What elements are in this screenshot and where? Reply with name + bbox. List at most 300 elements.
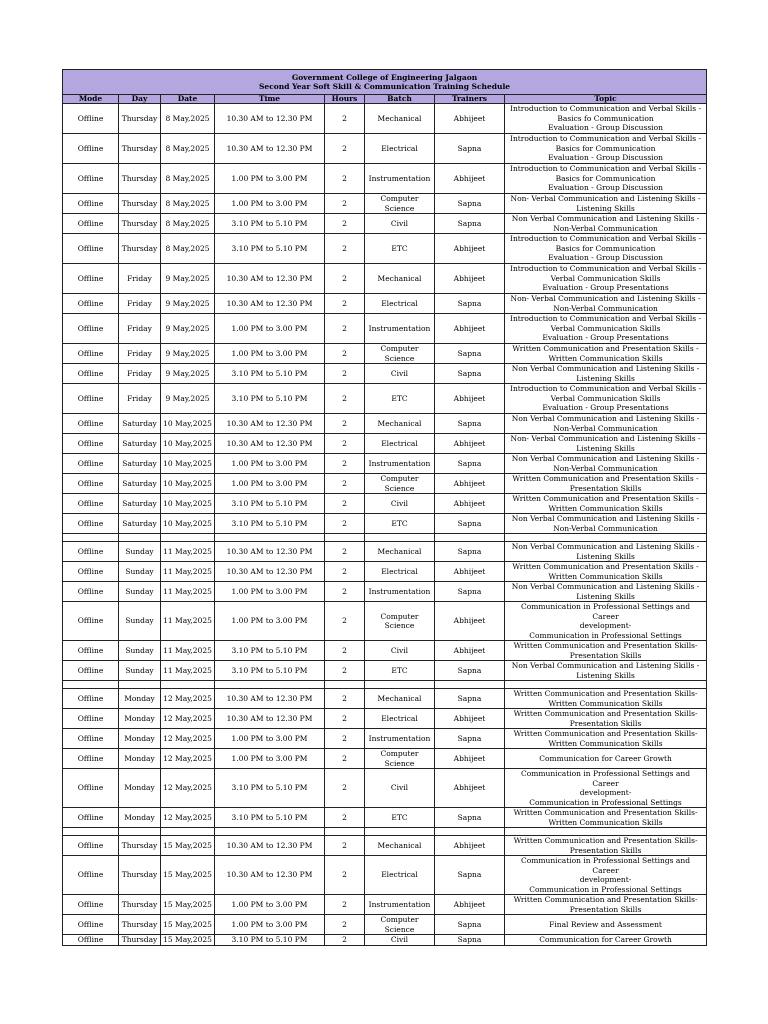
date-cell: 15 May,2025 [161, 895, 215, 915]
batch-cell: Computer Science [365, 344, 435, 364]
hours-cell: 2 [325, 164, 365, 194]
topic-line: Communication in Professional Settings [529, 797, 682, 807]
topic-line: Verbal Communication Skills [550, 323, 661, 333]
topic-line: Non-Verbal Communication [553, 223, 658, 233]
date-cell: 15 May,2025 [161, 856, 215, 895]
batch-cell: Instrumentation [365, 729, 435, 749]
topic-line: Final Review and Assessment [549, 919, 662, 929]
day-cell: Thursday [119, 856, 161, 895]
mode-cell: Offline [63, 414, 119, 434]
mode-cell: Offline [63, 514, 119, 534]
trainer-cell: Sapna [435, 582, 505, 602]
day-cell: Thursday [119, 214, 161, 234]
topic-line: Introduction to Communication and Verbal Skills - [509, 264, 702, 274]
topic-line: Non Verbal Communication and Listening Skills - [511, 214, 700, 223]
date-cell: 9 May,2025 [161, 364, 215, 384]
topic-cell [505, 769, 707, 808]
batch-cell: Electrical [365, 856, 435, 895]
schedule-title [63, 70, 707, 95]
hours-cell: 2 [325, 474, 365, 494]
batch-cell: Computer Science [365, 194, 435, 214]
trainer-cell: Abhijeet [435, 769, 505, 808]
time-cell: 1.00 PM to 3.00 PM [215, 582, 325, 602]
table-row [63, 542, 707, 562]
table-row [63, 582, 707, 602]
hours-cell: 2 [325, 935, 365, 946]
topic-line: Written Communication and Presentation Skills - [512, 494, 699, 503]
spacer-cell [119, 828, 161, 836]
batch-cell: Mechanical [365, 836, 435, 856]
batch-cell: ETC [365, 234, 435, 264]
hours-cell: 2 [325, 689, 365, 709]
topic-cell [505, 494, 707, 514]
hours-cell: 2 [325, 384, 365, 414]
topic-line: Listening Skills [576, 203, 635, 213]
topic-line: Basics fo Communication [557, 113, 654, 123]
topic-line: Written Communication and Presentation Skills- [513, 729, 698, 738]
day-cell: Saturday [119, 474, 161, 494]
day-cell: Thursday [119, 164, 161, 194]
topic-cell [505, 582, 707, 602]
batch-cell: Civil [365, 214, 435, 234]
schedule-table [62, 69, 707, 946]
time-cell: 10.30 AM to 12.30 PM [215, 104, 325, 134]
trainer-cell: Sapna [435, 729, 505, 749]
date-cell: 9 May,2025 [161, 384, 215, 414]
topic-line: Evaluation - Group Discussion [548, 253, 663, 263]
topic-cell [505, 164, 707, 194]
hours-cell: 2 [325, 661, 365, 681]
topic-cell [505, 749, 707, 769]
topic-line: Introduction to Communication and Verbal Skills - [509, 164, 702, 174]
batch-cell: Mechanical [365, 264, 435, 294]
table-row [63, 314, 707, 344]
column-header-time: Time [215, 95, 325, 104]
day-cell: Thursday [119, 836, 161, 856]
hours-cell: 2 [325, 514, 365, 534]
hours-cell: 2 [325, 214, 365, 234]
topic-line: Communication in Professional Settings and Career [521, 856, 691, 875]
mode-cell: Offline [63, 234, 119, 264]
table-row [63, 689, 707, 709]
day-cell: Sunday [119, 641, 161, 661]
date-cell: 11 May,2025 [161, 562, 215, 582]
time-cell: 1.00 PM to 3.00 PM [215, 602, 325, 641]
day-cell: Monday [119, 808, 161, 828]
column-header-mode: Mode [63, 95, 119, 104]
mode-cell: Offline [63, 264, 119, 294]
table-row [63, 729, 707, 749]
spacer-cell [435, 681, 505, 689]
topic-line: Non-Verbal Communication [553, 463, 658, 473]
mode-cell: Offline [63, 749, 119, 769]
table-row [63, 474, 707, 494]
table-row [63, 294, 707, 314]
time-cell: 10.30 AM to 12.30 PM [215, 264, 325, 294]
topic-line: Basics for Communication [555, 143, 656, 153]
hours-cell: 2 [325, 641, 365, 661]
spacer-cell [215, 681, 325, 689]
topic-cell [505, 434, 707, 454]
date-cell: 8 May,2025 [161, 164, 215, 194]
trainer-cell: Sapna [435, 808, 505, 828]
spacer-cell [161, 828, 215, 836]
table-row [63, 384, 707, 414]
time-cell: 10.30 AM to 12.30 PM [215, 414, 325, 434]
topic-line: Written Communication Skills [548, 738, 663, 748]
topic-line: Written Communication and Presentation Skills- [513, 689, 698, 698]
topic-line: Introduction to Communication and Verbal Skills - [509, 234, 702, 244]
hours-cell: 2 [325, 915, 365, 935]
day-cell: Sunday [119, 661, 161, 681]
day-cell: Friday [119, 384, 161, 414]
spacer-cell [63, 828, 119, 836]
topic-line: Communication in Professional Settings and Career [521, 602, 691, 621]
spacer-cell [435, 828, 505, 836]
date-cell: 10 May,2025 [161, 494, 215, 514]
hours-cell: 2 [325, 134, 365, 164]
mode-cell: Offline [63, 474, 119, 494]
day-cell: Saturday [119, 494, 161, 514]
mode-cell: Offline [63, 729, 119, 749]
table-row [63, 164, 707, 194]
mode-cell: Offline [63, 214, 119, 234]
topic-line: Evaluation - Group Discussion [548, 183, 663, 193]
topic-cell [505, 895, 707, 915]
topic-line: Communication for Career Growth [539, 753, 672, 763]
topic-line: Non-Verbal Communication [553, 423, 658, 433]
date-cell: 10 May,2025 [161, 514, 215, 534]
topic-cell [505, 454, 707, 474]
batch-cell: Electrical [365, 709, 435, 729]
topic-line: Listening Skills [576, 373, 635, 383]
trainer-cell: Abhijeet [435, 474, 505, 494]
spacer-cell [365, 681, 435, 689]
trainer-cell: Abhijeet [435, 164, 505, 194]
time-cell: 10.30 AM to 12.30 PM [215, 542, 325, 562]
topic-line: Written Communication and Presentation Skills- [513, 808, 698, 817]
mode-cell: Offline [63, 689, 119, 709]
date-cell: 11 May,2025 [161, 661, 215, 681]
topic-line: Introduction to Communication and Verbal Skills - [509, 134, 702, 144]
topic-line: Non Verbal Communication and Listening Skills - [511, 661, 700, 670]
spacer-cell [63, 681, 119, 689]
batch-cell: Instrumentation [365, 164, 435, 194]
topic-line: Written Communication Skills [548, 817, 663, 827]
batch-cell: Instrumentation [365, 582, 435, 602]
topic-cell [505, 836, 707, 856]
college-name: Government College of Engineering Jalgaon [291, 72, 478, 82]
hours-cell: 2 [325, 314, 365, 344]
trainer-cell: Sapna [435, 294, 505, 314]
hours-cell: 2 [325, 104, 365, 134]
hours-cell: 2 [325, 454, 365, 474]
table-row [63, 434, 707, 454]
batch-cell: Computer Science [365, 749, 435, 769]
schedule-body [63, 104, 707, 946]
topic-cell [505, 104, 707, 134]
mode-cell: Offline [63, 895, 119, 915]
time-cell: 1.00 PM to 3.00 PM [215, 895, 325, 915]
time-cell: 3.10 PM to 5.10 PM [215, 364, 325, 384]
topic-line: Written Communication Skills [548, 503, 663, 513]
topic-line: Written Communication Skills [548, 353, 663, 363]
date-cell: 11 May,2025 [161, 641, 215, 661]
hours-cell: 2 [325, 264, 365, 294]
trainer-cell: Abhijeet [435, 384, 505, 414]
time-cell: 3.10 PM to 5.10 PM [215, 808, 325, 828]
topic-line: Evaluation - Group Presentations [542, 403, 669, 413]
trainer-cell: Sapna [435, 514, 505, 534]
trainer-cell: Abhijeet [435, 434, 505, 454]
hours-cell: 2 [325, 769, 365, 808]
day-cell: Saturday [119, 434, 161, 454]
date-cell: 8 May,2025 [161, 234, 215, 264]
topic-line: Listening Skills [576, 551, 635, 561]
topic-cell [505, 294, 707, 314]
topic-line: Evaluation - Group Discussion [548, 153, 663, 163]
schedule-subtitle: Second Year Soft Skill & Communication Training Schedule [259, 82, 511, 91]
topic-cell [505, 474, 707, 494]
trainer-cell: Sapna [435, 364, 505, 384]
table-row [63, 661, 707, 681]
batch-cell: Electrical [365, 434, 435, 454]
topic-cell [505, 915, 707, 935]
day-cell: Friday [119, 344, 161, 364]
trainer-cell: Abhijeet [435, 234, 505, 264]
topic-line: Non Verbal Communication and Listening Skills - [511, 542, 700, 551]
table-row [63, 769, 707, 808]
topic-line: Presentation Skills [569, 650, 642, 660]
date-cell: 11 May,2025 [161, 582, 215, 602]
hours-cell: 2 [325, 344, 365, 364]
date-cell: 12 May,2025 [161, 709, 215, 729]
trainer-cell: Sapna [435, 214, 505, 234]
topic-cell [505, 562, 707, 582]
date-cell: 9 May,2025 [161, 264, 215, 294]
trainer-cell: Abhijeet [435, 602, 505, 641]
topic-line: Written Communication and Presentation Skills- [513, 641, 698, 650]
mode-cell: Offline [63, 104, 119, 134]
topic-cell [505, 384, 707, 414]
hours-cell: 2 [325, 808, 365, 828]
topic-line: Introduction to Communication and Verbal Skills - [509, 384, 702, 394]
mode-cell: Offline [63, 709, 119, 729]
trainer-cell: Abhijeet [435, 836, 505, 856]
topic-cell [505, 808, 707, 828]
date-cell: 10 May,2025 [161, 414, 215, 434]
trainer-cell: Abhijeet [435, 895, 505, 915]
topic-cell [505, 364, 707, 384]
day-cell: Saturday [119, 514, 161, 534]
table-row [63, 641, 707, 661]
batch-cell: Electrical [365, 562, 435, 582]
time-cell: 10.30 AM to 12.30 PM [215, 134, 325, 164]
trainer-cell: Sapna [435, 689, 505, 709]
spacer-cell [325, 534, 365, 542]
batch-cell: Electrical [365, 134, 435, 164]
trainer-cell: Sapna [435, 856, 505, 895]
mode-cell: Offline [63, 314, 119, 344]
batch-cell: Computer Science [365, 915, 435, 935]
spacer-cell [161, 681, 215, 689]
column-header-date: Date [161, 95, 215, 104]
spacer-cell [215, 534, 325, 542]
spacer-row [63, 828, 707, 836]
time-cell: 10.30 AM to 12.30 PM [215, 836, 325, 856]
mode-cell: Offline [63, 164, 119, 194]
hours-cell: 2 [325, 709, 365, 729]
topic-cell [505, 214, 707, 234]
date-cell: 8 May,2025 [161, 104, 215, 134]
time-cell: 3.10 PM to 5.10 PM [215, 514, 325, 534]
topic-line: Non Verbal Communication and Listening Skills - [511, 364, 700, 373]
topic-line: Listening Skills [576, 443, 635, 453]
topic-cell [505, 542, 707, 562]
hours-cell: 2 [325, 895, 365, 915]
topic-line: Non-Verbal Communication [553, 523, 658, 533]
time-cell: 10.30 AM to 12.30 PM [215, 562, 325, 582]
topic-line: Non Verbal Communication and Listening Skills - [511, 414, 700, 423]
day-cell: Monday [119, 749, 161, 769]
mode-cell: Offline [63, 454, 119, 474]
column-header-hours: Hours [325, 95, 365, 104]
time-cell: 1.00 PM to 3.00 PM [215, 314, 325, 344]
date-cell: 9 May,2025 [161, 294, 215, 314]
date-cell: 12 May,2025 [161, 749, 215, 769]
topic-line: Communication for Career Growth [539, 935, 672, 944]
topic-line: Non Verbal Communication and Listening Skills - [511, 582, 700, 591]
batch-cell: ETC [365, 384, 435, 414]
day-cell: Thursday [119, 895, 161, 915]
hours-cell: 2 [325, 364, 365, 384]
topic-cell [505, 514, 707, 534]
trainer-cell: Sapna [435, 935, 505, 946]
topic-cell [505, 344, 707, 364]
batch-cell: Instrumentation [365, 314, 435, 344]
day-cell: Sunday [119, 542, 161, 562]
day-cell: Thursday [119, 915, 161, 935]
trainer-cell: Abhijeet [435, 494, 505, 514]
time-cell: 1.00 PM to 3.00 PM [215, 454, 325, 474]
table-row [63, 104, 707, 134]
time-cell: 1.00 PM to 3.00 PM [215, 164, 325, 194]
topic-line: Non- Verbal Communication and Listening Skills - [510, 294, 701, 303]
spacer-cell [119, 534, 161, 542]
batch-cell: Mechanical [365, 414, 435, 434]
time-cell: 3.10 PM to 5.10 PM [215, 214, 325, 234]
mode-cell: Offline [63, 836, 119, 856]
topic-line: Communication in Professional Settings [529, 630, 682, 640]
mode-cell: Offline [63, 582, 119, 602]
hours-cell: 2 [325, 729, 365, 749]
day-cell: Sunday [119, 562, 161, 582]
date-cell: 9 May,2025 [161, 314, 215, 344]
table-row [63, 895, 707, 915]
column-header-row [63, 95, 707, 104]
topic-line: Written Communication and Presentation Skills- [513, 836, 698, 845]
date-cell: 10 May,2025 [161, 474, 215, 494]
topic-cell [505, 134, 707, 164]
trainer-cell: Sapna [435, 454, 505, 474]
topic-line: Verbal Communication Skills [550, 393, 661, 403]
mode-cell: Offline [63, 344, 119, 364]
spacer-cell [63, 534, 119, 542]
table-row [63, 514, 707, 534]
table-row [63, 134, 707, 164]
spacer-row [63, 681, 707, 689]
mode-cell: Offline [63, 808, 119, 828]
topic-line: Written Communication and Presentation Skills - [512, 474, 699, 483]
table-row [63, 364, 707, 384]
topic-cell [505, 194, 707, 214]
table-row [63, 856, 707, 895]
topic-line: Non Verbal Communication and Listening Skills - [511, 514, 700, 523]
mode-cell: Offline [63, 769, 119, 808]
column-header-topic: Topic [505, 95, 707, 104]
trainer-cell: Sapna [435, 915, 505, 935]
topic-line: Listening Skills [576, 591, 635, 601]
date-cell: 10 May,2025 [161, 454, 215, 474]
time-cell: 10.30 AM to 12.30 PM [215, 434, 325, 454]
hours-cell: 2 [325, 856, 365, 895]
day-cell: Friday [119, 364, 161, 384]
batch-cell: Computer Science [365, 474, 435, 494]
column-header-trainers: Trainers [435, 95, 505, 104]
day-cell: Thursday [119, 234, 161, 264]
table-row [63, 194, 707, 214]
batch-cell: ETC [365, 661, 435, 681]
topic-line: Evaluation - Group Presentations [542, 283, 669, 293]
topic-line: Introduction to Communication and Verbal Skills - [509, 314, 702, 324]
date-cell: 11 May,2025 [161, 542, 215, 562]
topic-cell [505, 641, 707, 661]
spacer-cell [161, 534, 215, 542]
trainer-cell: Abhijeet [435, 709, 505, 729]
topic-line: Introduction to Communication and Verbal Skills - [509, 104, 702, 114]
time-cell: 3.10 PM to 5.10 PM [215, 234, 325, 264]
topic-cell [505, 729, 707, 749]
mode-cell: Offline [63, 384, 119, 414]
time-cell: 1.00 PM to 3.00 PM [215, 749, 325, 769]
trainer-cell: Sapna [435, 194, 505, 214]
day-cell: Friday [119, 264, 161, 294]
batch-cell: ETC [365, 514, 435, 534]
mode-cell: Offline [63, 494, 119, 514]
table-row [63, 454, 707, 474]
topic-line: Written Communication Skills [548, 698, 663, 708]
date-cell: 12 May,2025 [161, 729, 215, 749]
topic-line: Evaluation - Group Presentations [542, 333, 669, 343]
batch-cell: Mechanical [365, 104, 435, 134]
day-cell: Thursday [119, 194, 161, 214]
date-cell: 15 May,2025 [161, 836, 215, 856]
batch-cell: Computer Science [365, 602, 435, 641]
hours-cell: 2 [325, 542, 365, 562]
spacer-cell [325, 828, 365, 836]
batch-cell: ETC [365, 808, 435, 828]
mode-cell: Offline [63, 602, 119, 641]
spacer-cell [505, 534, 707, 542]
batch-cell: Electrical [365, 294, 435, 314]
table-row [63, 602, 707, 641]
hours-cell: 2 [325, 414, 365, 434]
topic-line: Communication in Professional Settings [529, 884, 682, 894]
trainer-cell: Sapna [435, 661, 505, 681]
topic-line: Non-Verbal Communication [553, 303, 658, 313]
hours-cell: 2 [325, 294, 365, 314]
spacer-cell [119, 681, 161, 689]
